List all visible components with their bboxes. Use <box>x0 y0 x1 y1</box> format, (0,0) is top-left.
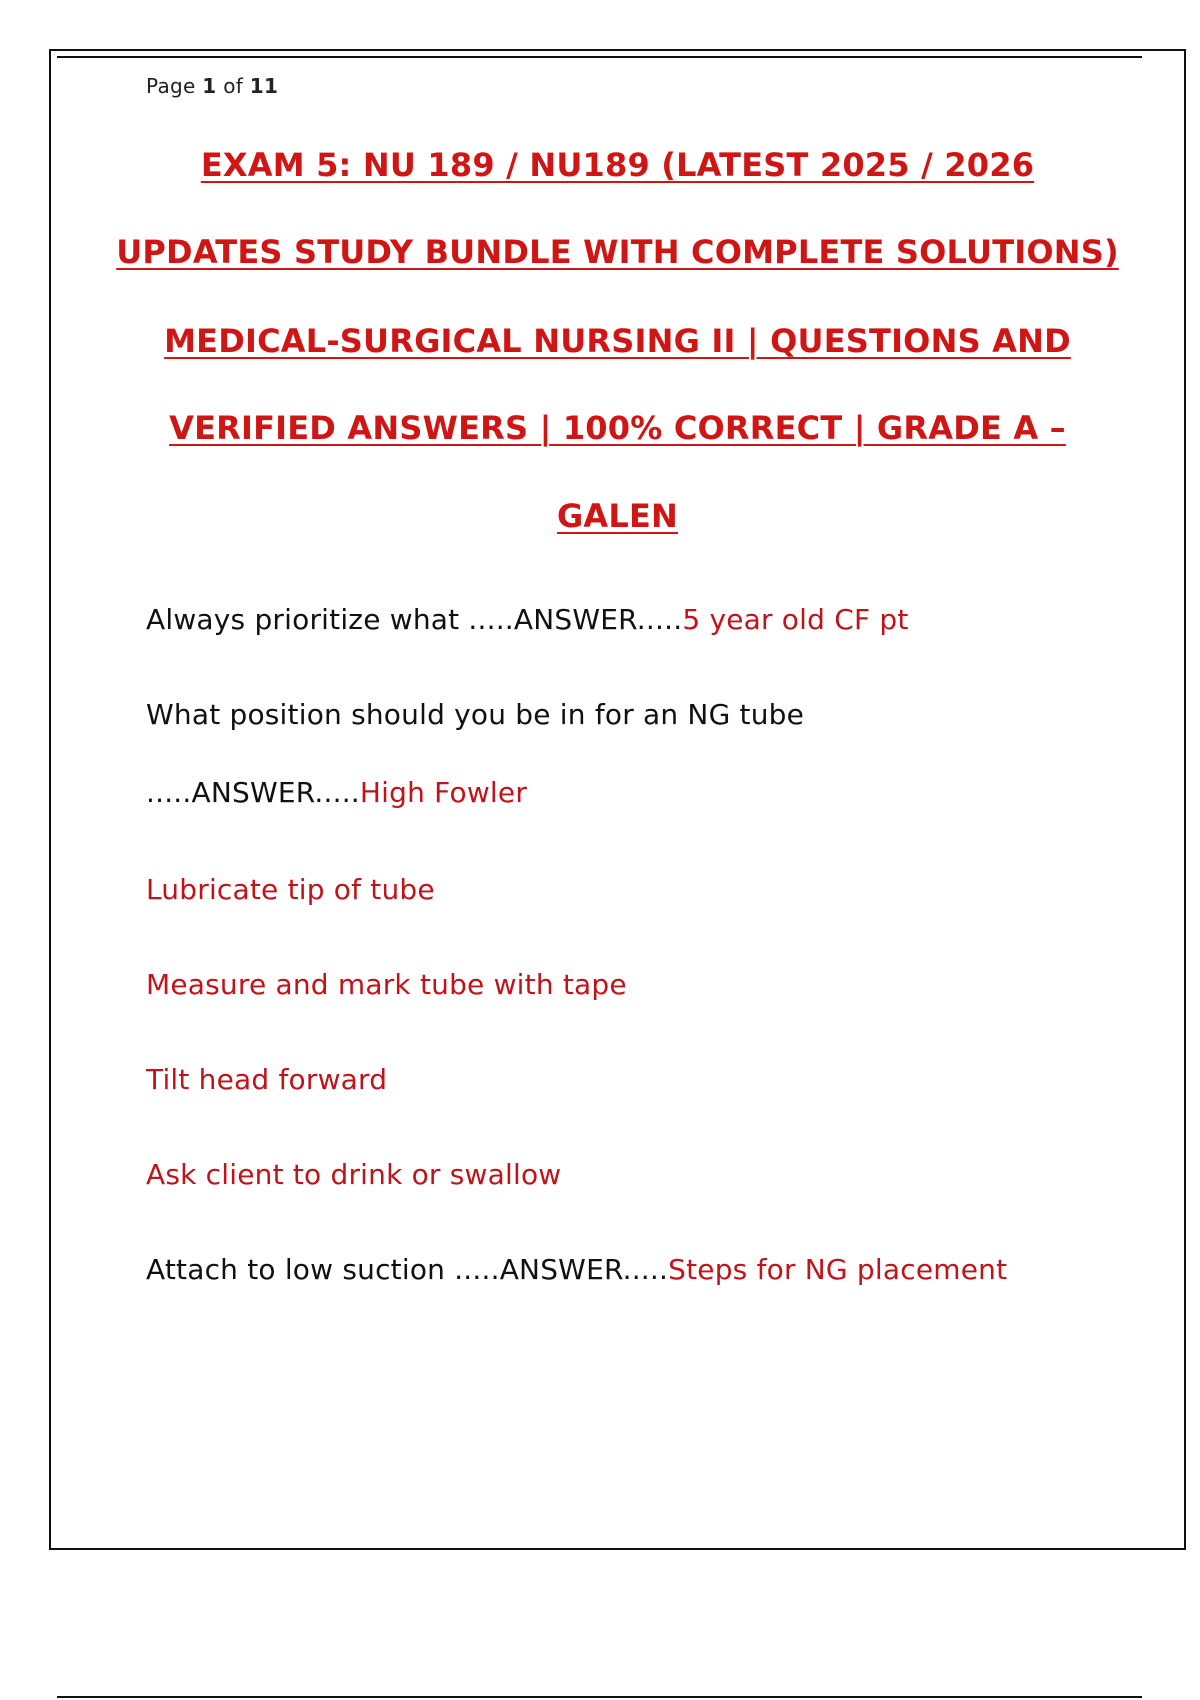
step-line-4: Ask client to drink or swallow <box>146 1158 562 1191</box>
page-of: of <box>223 74 244 98</box>
title-line-3: MEDICAL-SURGICAL NURSING II | QUESTIONS AND <box>164 322 1071 360</box>
answer-text: 5 year old CF pt <box>682 603 909 636</box>
qa-item-3 <box>146 1253 1007 1286</box>
title-line-5: GALEN <box>556 497 679 535</box>
step-line-1: Lubricate tip of tube <box>146 873 435 906</box>
title-line-2: UPDATES STUDY BUNDLE WITH COMPLETE SOLUTIONS) <box>116 233 1119 271</box>
page-current: 1 <box>202 74 217 98</box>
title-line-1: EXAM 5: NU 189 / NU189 (LATEST 2025 / 2026 <box>200 146 1035 184</box>
title-line-4: VERIFIED ANSWERS | 100% CORRECT | GRADE A – <box>169 409 1066 447</box>
answer-text: Steps for NG placement <box>668 1253 1008 1286</box>
question-text: What position should you be in for an NG tube <box>146 698 805 731</box>
qa-item-2-question <box>146 698 804 731</box>
answer-marker: .....ANSWER..... <box>146 776 360 809</box>
page-total: 11 <box>249 74 279 98</box>
question-text: Attach to low suction .....ANSWER..... <box>146 1253 669 1286</box>
qa-item-1 <box>146 603 909 636</box>
page-number <box>146 74 278 98</box>
qa-item-2-answer <box>146 776 527 809</box>
answer-text: High Fowler <box>359 776 528 809</box>
step-line-2: Measure and mark tube with tape <box>146 968 627 1001</box>
step-line-3: Tilt head forward <box>146 1063 388 1096</box>
page-word: Page <box>146 74 196 98</box>
bottom-rule <box>57 1696 1142 1698</box>
question-text: Always prioritize what .....ANSWER..... <box>146 603 683 636</box>
top-rule <box>57 56 1142 58</box>
